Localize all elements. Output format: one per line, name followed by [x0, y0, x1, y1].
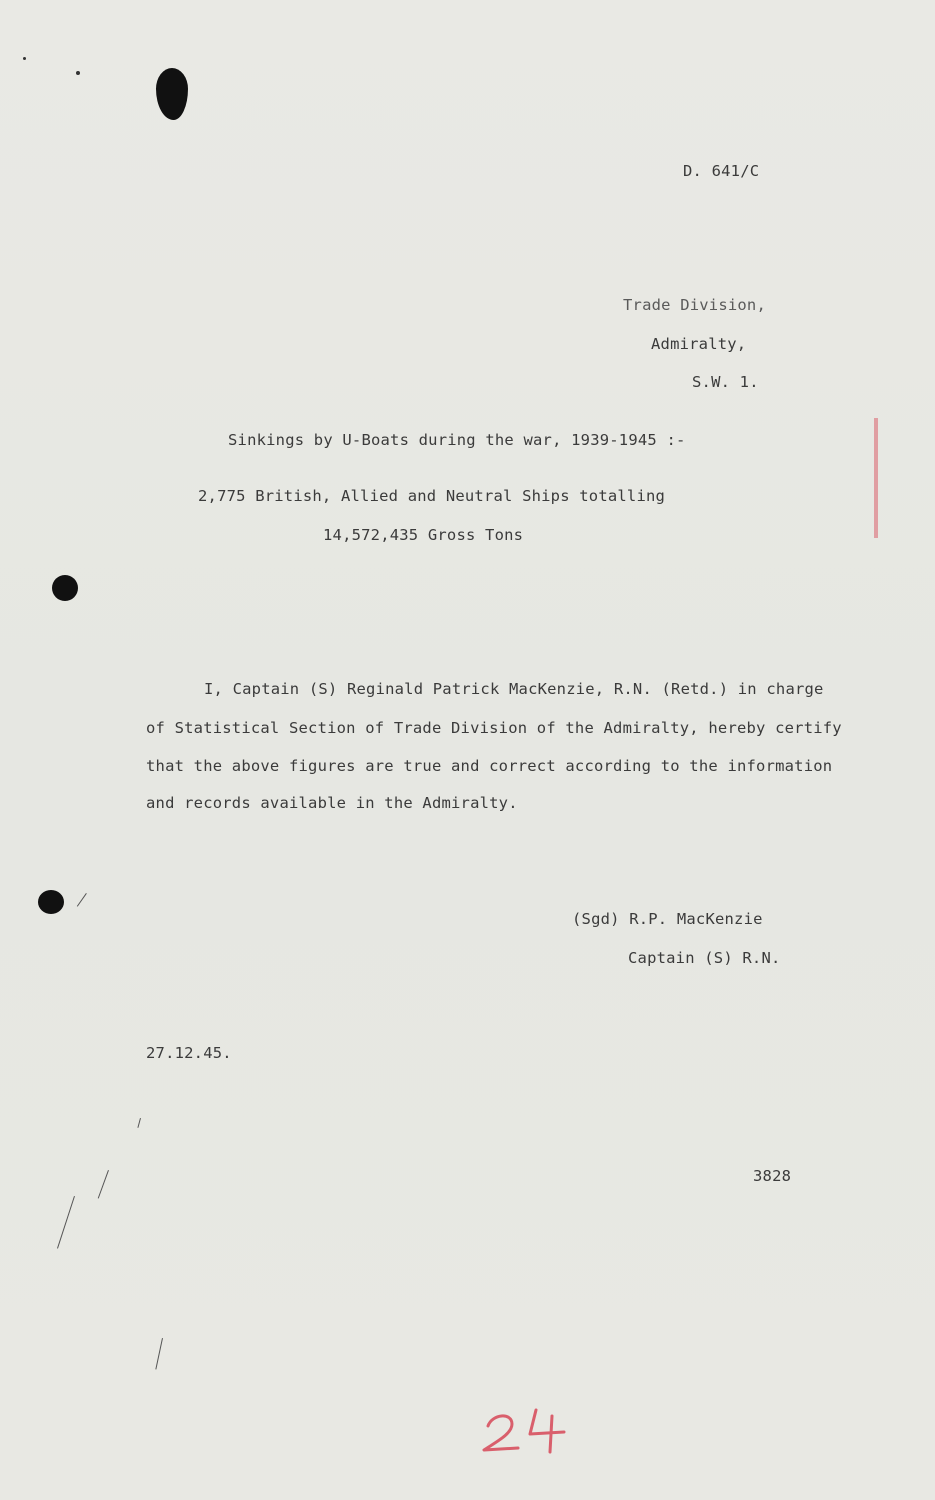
handwritten-page-number	[478, 1404, 570, 1456]
address-line-3: S.W. 1.	[692, 373, 759, 391]
pencil-mark	[137, 1118, 141, 1128]
certification-line-3: that the above figures are true and correct according to the information	[146, 757, 833, 775]
certification-line-2: of Statistical Section of Trade Division of the Admiralty, hereby certify	[146, 719, 842, 737]
document-date: 27.12.45.	[146, 1044, 232, 1062]
punch-hole-lower	[38, 890, 64, 914]
document-heading: Sinkings by U-Boats during the war, 1939-1945 :-	[228, 431, 686, 449]
signature-name: (Sgd) R.P. MacKenzie	[572, 910, 763, 928]
speck-dot	[76, 71, 80, 75]
certification-line-1: I, Captain (S) Reginald Patrick MacKenzie, R.N. (Retd.) in charge	[204, 680, 824, 698]
summary-line-1: 2,775 British, Allied and Neutral Ships totalling	[198, 487, 666, 505]
address-line-1: Trade Division,	[623, 296, 766, 314]
pencil-mark	[98, 1170, 109, 1199]
summary-line-2: 14,572,435 Gross Tons	[323, 526, 524, 544]
pencil-mark	[57, 1196, 75, 1249]
pencil-mark	[77, 893, 87, 907]
punch-hole-top	[156, 68, 188, 120]
document-reference: D. 641/C	[683, 162, 760, 180]
signature-rank: Captain (S) R.N.	[628, 949, 781, 967]
certification-line-4: and records available in the Admiralty.	[146, 794, 518, 812]
pencil-mark	[155, 1338, 163, 1370]
address-line-2: Admiralty,	[651, 335, 747, 353]
punch-hole-middle	[52, 575, 78, 601]
file-number: 3828	[753, 1167, 792, 1185]
red-margin-mark	[874, 418, 878, 538]
speck-dot	[23, 57, 26, 60]
